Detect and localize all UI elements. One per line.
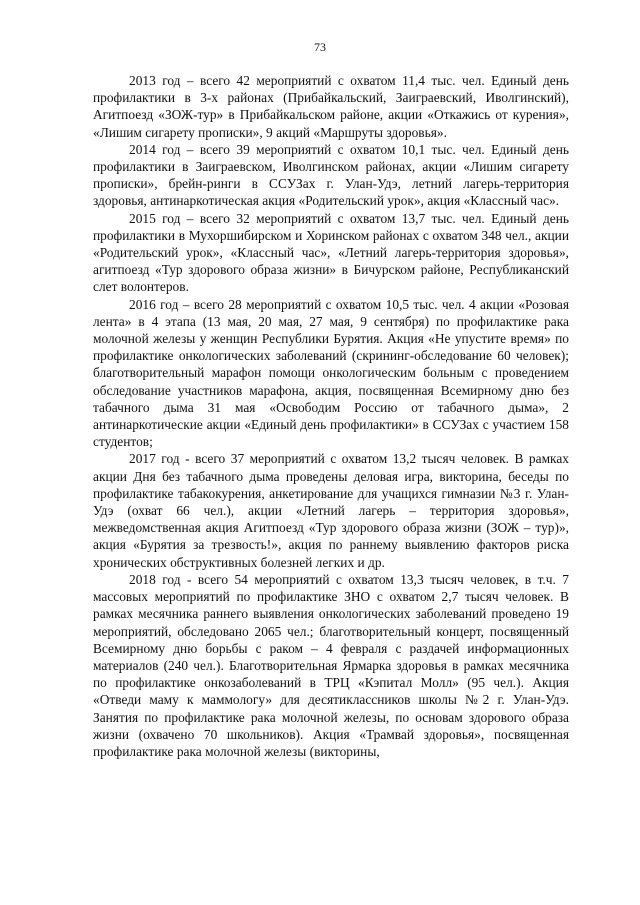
paragraph-2015: 2015 год – всего 32 мероприятий с охватом 13,7 тыс. чел. Единый день профилактики в Мухоршибирском и Хоринском районах с охватом 348 чел., акции «Родительский урок», «Классный час», «Летний лагерь-территория здоровья», агитпоезд «Тур здорового образа жизни» в Бичурском районе, Республиканский слет волонтеров. xyxy=(93,210,569,295)
paragraph-2017: 2017 год - всего 37 мероприятий с охватом 13,2 тысяч человек. В рамках акции Дня без табачного дыма проведены деловая игра, викторина, беседы по профилактике табакокурения, анкетирование для учащихся гимназии №3 г. Улан-Удэ (охват 66 чел.), акции «Летний лагерь – территория здоровья», межведомственная акция Агитпоезд «Тур здорового образа жизни (ЗОЖ – тур)», акция «Бурятия за трезвость!», акция по раннему выявлению факторов риска хронических обструктивных болезней легких и др. xyxy=(93,451,569,570)
paragraph-2014: 2014 год – всего 39 мероприятий с охватом 10,1 тыс. чел. Единый день профилактики в Заиграевском, Иволгинском районах, акции «Лишим сигарету прописки», брейн-ринги в ССУЗах г. Улан-Удэ, летний лагерь-территория здоровья, антинаркотическая акция «Родительский урок», акция «Классный час». xyxy=(93,141,569,209)
paragraph-2016: 2016 год – всего 28 мероприятий с охватом 10,5 тыс. чел. 4 акции «Розовая лента» в 4 этапа (13 мая, 20 мая, 27 мая, 9 сентября) по профилактике рака молочной железы у женщин Республики Бурятия. Акция «Не упустите время» по профилактике онкологических заболеваний (скрининг-обследование 60 человек); благотворительный марафон помощи онкологическим больным с проведением обследование участников марафона, акция, посвященная Всемирному дню без табачного дыма 31 мая «Освободим Россию от табачного дыма», 2 антинаркотические акции «Единый день профилактики» в ССУЗах с участием 158 студентов; xyxy=(93,296,569,450)
paragraph-2018: 2018 год - всего 54 мероприятий с охватом 13,3 тысяч человек, в т.ч. 7 массовых мероприятий по профилактике ЗНО с охватом 2,7 тысяч человек. В рамках месячника раннего выявления онкологических заболеваний проведено 19 мероприятий, обследовано 2065 чел.; благотворительный концерт, посвященный Всемирному дню борьбы с раком – 4 февраля с раздачей информационных материалов (240 чел.). Благотворительная Ярмарка здоровья в рамках месячника по профилактике онкозаболеваний в ТРЦ «Кэпитал Молл» (95 чел.). Акция «Отведи маму к маммологу» для десятиклассников школы №2 г. Улан-Удэ. Занятия по профилактике рака молочной железы, по основам здорового образа жизни (охвачено 70 школьников). Акция «Трамвай здоровья», посвященная профилактике рака молочной железы (викторины, xyxy=(93,571,569,759)
page-number: 73 xyxy=(314,40,326,54)
paragraph-2013: 2013 год – всего 42 мероприятий с охватом 11,4 тыс. чел. Единый день профилактики в 3-х районах (Прибайкальский, Заиграевский, Иволгинский), Агитпоезд «ЗОЖ-тур» в Прибайкальском районе, акции «Откажись от курения», «Лишим сигарету прописки», 9 акций «Маршруты здоровья». xyxy=(93,73,569,140)
document-body xyxy=(93,72,569,905)
